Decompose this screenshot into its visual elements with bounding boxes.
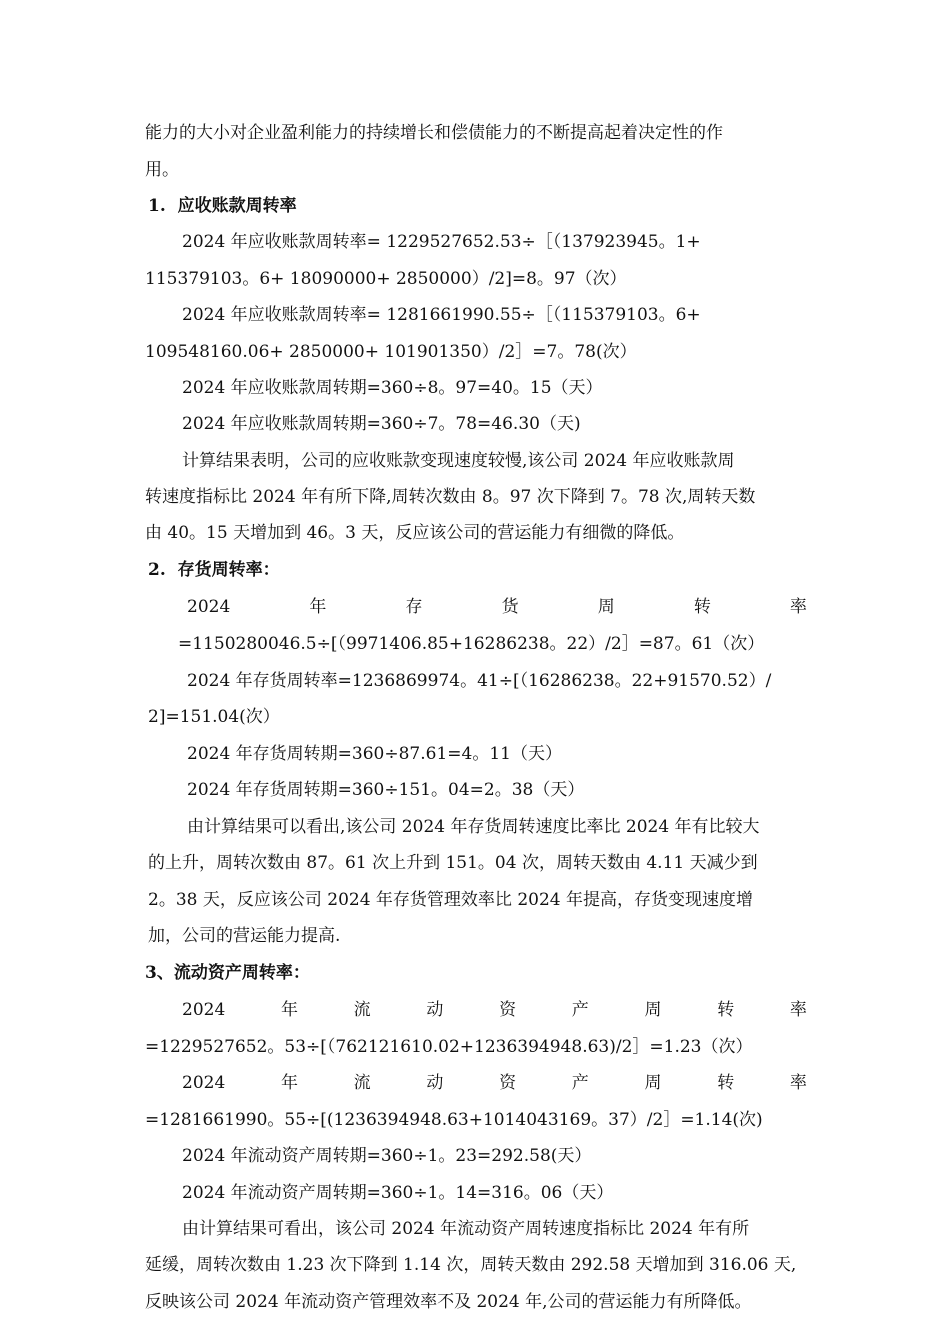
- s3-formula-4: 2024 年流动资产周转期=360÷1。14=316。06（天）: [182, 1183, 614, 1203]
- s1-para-line-3: 由 40。15 天增加到 46。3 天，反应该公司的营运能力有细微的降低。: [145, 523, 685, 543]
- s3-f1-word: 转: [717, 1000, 735, 1020]
- s2-f1-word: 周: [597, 597, 615, 617]
- s3-f1-word: 产: [571, 1000, 589, 1020]
- s3-formula-2a: [182, 1071, 807, 1095]
- s2-f1-word: 年: [309, 597, 327, 617]
- s1-formula-1a: 2024 年应收账款周转率= 1229527652.53÷［（137923945。1+: [182, 232, 701, 252]
- s1-para-line-2: 转速度指标比 2024 年有所下降,周转次数由 8。97 次下降到 7。78 次,周转天数: [145, 487, 756, 507]
- s1-para-line-1: 计算结果表明，公司的应收账款变现速度较慢,该公司 2024 年应收账款周: [182, 451, 735, 471]
- s3-f1-word: 周: [644, 1000, 662, 1020]
- s2-formula-4: 2024 年存货周转期=360÷151。04=2。38（天）: [187, 780, 585, 800]
- s3-formula-1a: [182, 998, 807, 1022]
- s3-f1-word: 率: [789, 1000, 807, 1020]
- section-1-heading: 1. 应收账款周转率: [148, 196, 297, 216]
- s3-f2-word: 年: [280, 1073, 298, 1093]
- s3-para-line-1: 由计算结果可看出，该公司 2024 年流动资产周转速度指标比 2024 年有所: [182, 1219, 750, 1239]
- s2-formula-1a: [187, 595, 807, 619]
- s3-f1-word: 资: [499, 1000, 517, 1020]
- s2-para-line-2: 的上升，周转次数由 87。61 次上升到 151。04 次，周转天数由 4.11 天减少到: [148, 853, 758, 873]
- section-3-heading: 3、流动资产周转率：: [145, 963, 310, 983]
- s3-f2-word: 周: [644, 1073, 662, 1093]
- s3-formula-2b: =1281661990。55÷[(1236394948.63+1014043169。37）/2］=1.14(次): [145, 1110, 763, 1130]
- s3-f2-word: 动: [426, 1073, 444, 1093]
- s2-f1-word: 存: [405, 597, 423, 617]
- section-2-heading: 2. 存货周转率：: [148, 560, 280, 580]
- intro-line-1: 能力的大小对企业盈利能力的持续增长和偿债能力的不断提高起着决定性的作: [145, 123, 723, 143]
- s2-f1-word: 率: [789, 597, 807, 617]
- s1-formula-3: 2024 年应收账款周转期=360÷8。97=40。15（天）: [182, 378, 603, 398]
- s3-f2-word: 转: [717, 1073, 735, 1093]
- s3-f1-word: 流: [353, 1000, 371, 1020]
- s1-formula-2b: 109548160.06+ 2850000+ 101901350）/2］=7。78(次）: [145, 342, 637, 362]
- s2-f1-word: 货: [501, 597, 519, 617]
- s3-para-line-3: 反映该公司 2024 年流动资产管理效率不及 2024 年,公司的营运能力有所降低。: [145, 1292, 752, 1312]
- s2-f1-word: 转: [693, 597, 711, 617]
- intro-line-2: 用。: [145, 160, 179, 180]
- s1-formula-1b: 115379103。6+ 18090000+ 2850000）/2]=8。97（次）: [145, 269, 627, 289]
- s3-f2-word: 2024: [182, 1073, 226, 1093]
- s3-f1-word: 动: [426, 1000, 444, 1020]
- s1-formula-4: 2024 年应收账款周转期=360÷7。78=46.30（天): [182, 414, 581, 434]
- s2-f1-word: 2024: [187, 597, 231, 617]
- s2-formula-3: 2024 年存货周转期=360÷87.61=4。11（天）: [187, 744, 562, 764]
- s3-formula-1b: =1229527652。53÷[（762121610.02+1236394948.63)/2］=1.23（次）: [145, 1037, 753, 1057]
- s2-para-line-3: 2。38 天，反应该公司 2024 年存货管理效率比 2024 年提高，存货变现速度增: [148, 890, 753, 910]
- s3-f1-word: 年: [280, 1000, 298, 1020]
- s3-f2-word: 流: [353, 1073, 371, 1093]
- s3-f2-word: 率: [789, 1073, 807, 1093]
- s2-formula-1b: =1150280046.5÷[（9971406.85+16286238。22）/2］=87。61（次）: [178, 634, 765, 654]
- s2-para-line-4: 加，公司的营运能力提高.: [148, 926, 341, 946]
- s2-formula-2b: 2]=151.04(次）: [148, 707, 280, 727]
- s3-f2-word: 产: [571, 1073, 589, 1093]
- s3-f2-word: 资: [499, 1073, 517, 1093]
- s3-f1-word: 2024: [182, 1000, 226, 1020]
- s2-para-line-1: 由计算结果可以看出,该公司 2024 年存货周转速度比率比 2024 年有比较大: [187, 817, 760, 837]
- s3-para-line-2: 延缓，周转次数由 1.23 次下降到 1.14 次，周转天数由 292.58 天增加到 316.06 天,: [145, 1255, 797, 1275]
- s2-formula-2a: 2024 年存货周转率=1236869974。41÷[（16286238。22+91570.52）/: [187, 671, 772, 691]
- s1-formula-2a: 2024 年应收账款周转率= 1281661990.55÷［（115379103。6+: [182, 305, 701, 325]
- s3-formula-3: 2024 年流动资产周转期=360÷1。23=292.58(天）: [182, 1146, 592, 1166]
